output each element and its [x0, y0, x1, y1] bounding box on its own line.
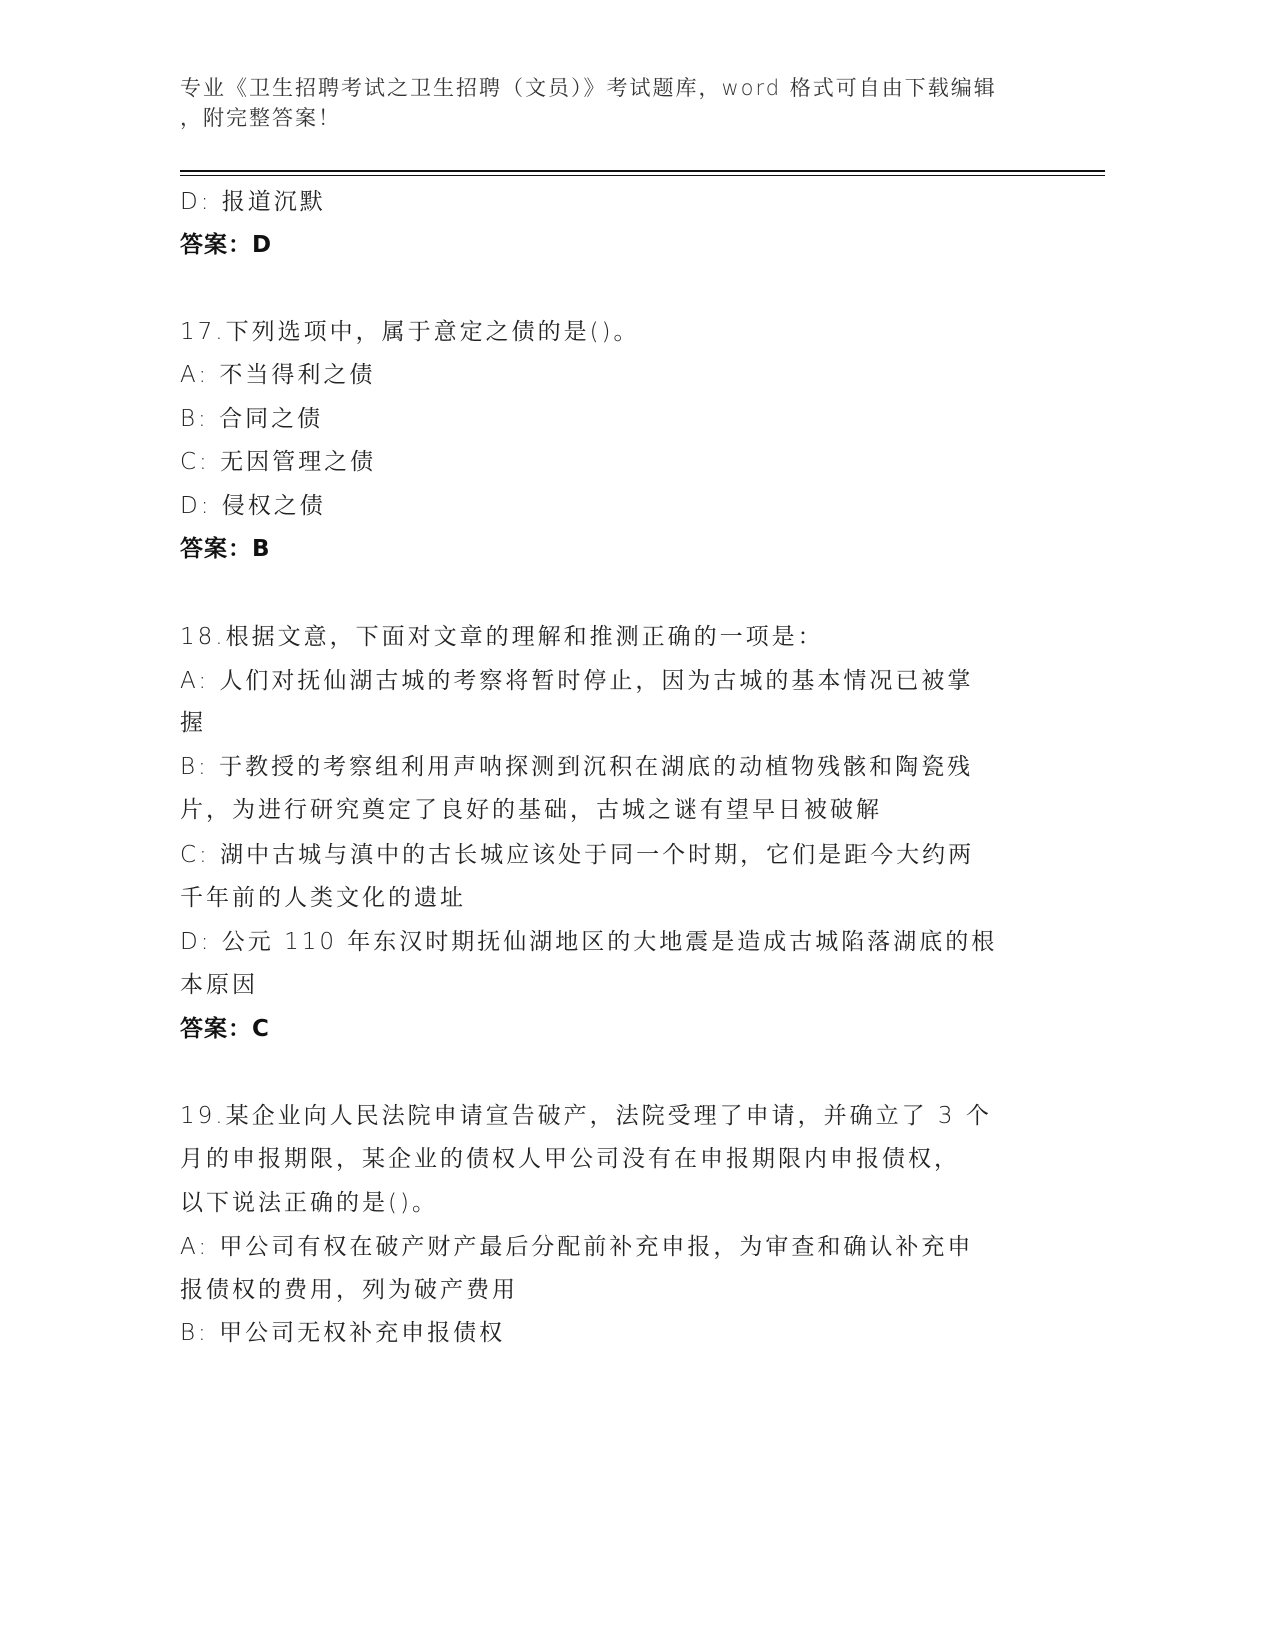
- header-line: 专业《卫生招聘考试之卫生招聘（文员）》考试题库，word 格式可自由下载编辑: [180, 76, 997, 100]
- option-c: C: 湖中古城与滇中的古长城应该处于同一个时期，它们是距今大约两: [180, 842, 975, 868]
- header-divider: [180, 170, 1105, 172]
- option-d: D: 报道沉默: [180, 189, 326, 215]
- option-d: D: 公元 110 年东汉时期抚仙湖地区的大地震是造成古城陷落湖底的根: [180, 929, 998, 955]
- option-b-cont: 片，为进行研究奠定了良好的基础，古城之谜有望早日被破解: [180, 797, 882, 823]
- option-a: A: 不当得利之债: [180, 362, 376, 388]
- question-text: 18.根据文意，下面对文章的理解和推测正确的一项是：: [180, 624, 824, 650]
- answer: 答案：B: [180, 536, 271, 562]
- option-d-cont: 本原因: [180, 972, 258, 998]
- option-a-cont: 握: [180, 710, 206, 736]
- question-text-cont: 月的申报期限，某企业的债权人甲公司没有在申报期限内申报债权，: [180, 1146, 960, 1172]
- option-c: C: 无因管理之债: [180, 449, 377, 475]
- option-a: A: 人们对抚仙湖古城的考察将暂时停止，因为古城的基本情况已被掌: [180, 668, 974, 694]
- answer: 答案：D: [180, 232, 273, 258]
- option-a: A: 甲公司有权在破产财产最后分配前补充申报，为审查和确认补充申: [180, 1234, 974, 1260]
- header-line: ，附完整答案！: [180, 106, 341, 130]
- header-divider: [180, 175, 1105, 176]
- option-a-cont: 报债权的费用，列为破产费用: [180, 1277, 518, 1303]
- option-c-cont: 千年前的人类文化的遗址: [180, 885, 466, 911]
- question-text: 19.某企业向人民法院申请宣告破产，法院受理了申请，并确立了 3 个: [180, 1103, 992, 1129]
- option-d: D: 侵权之债: [180, 493, 326, 519]
- option-b: B: 于教授的考察组利用声呐探测到沉积在湖底的动植物残骸和陶瓷残: [180, 754, 974, 780]
- question-text-cont: 以下说法正确的是()。: [180, 1190, 438, 1216]
- option-b: B: 合同之债: [180, 406, 324, 432]
- option-b: B: 甲公司无权补充申报债权: [180, 1320, 506, 1346]
- question-text: 17.下列选项中，属于意定之债的是()。: [180, 319, 640, 345]
- answer: 答案：C: [180, 1016, 270, 1042]
